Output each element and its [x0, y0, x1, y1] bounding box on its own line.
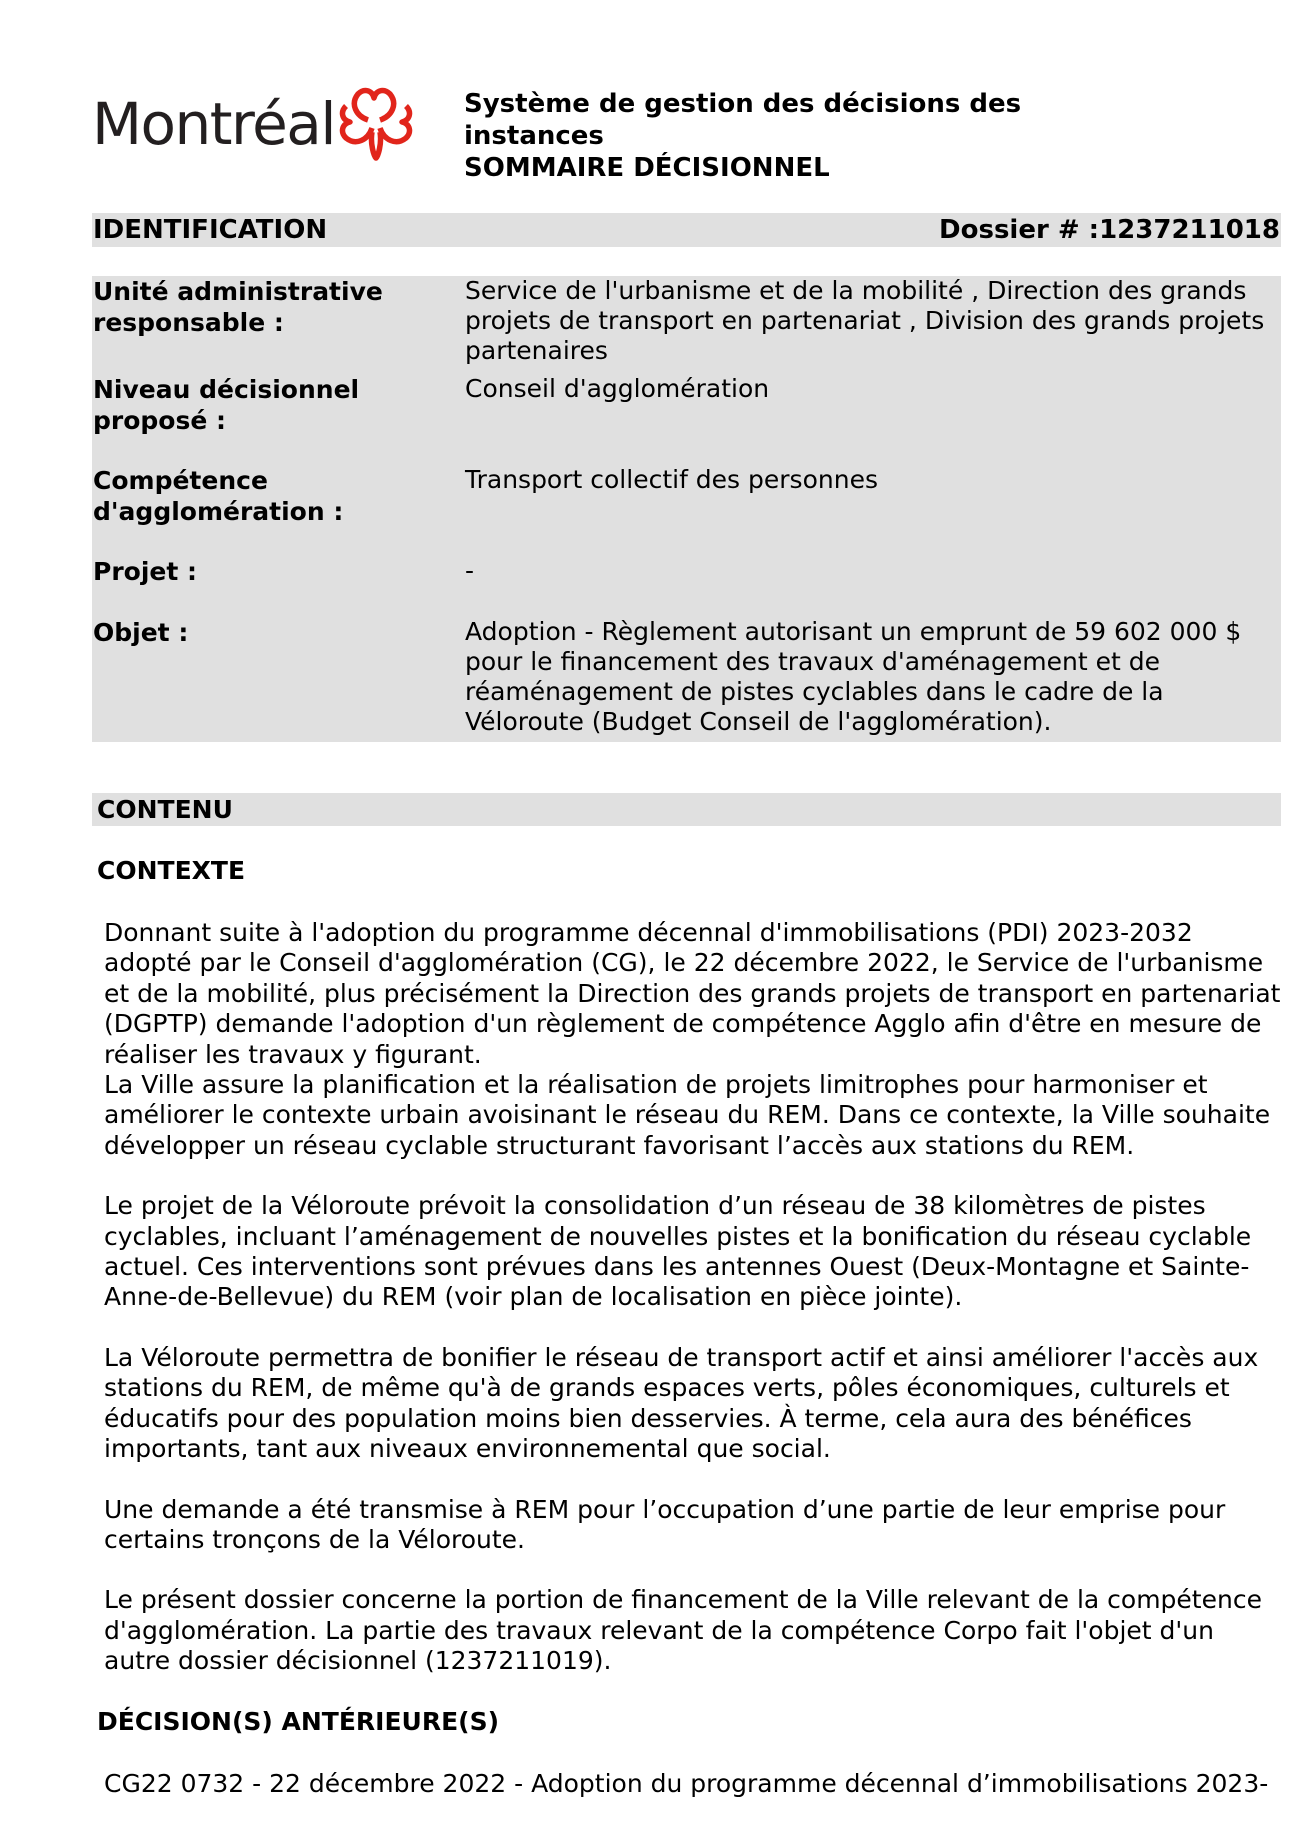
paragraph: CG22 0732 - 22 décembre 2022 - Adoption du programme décennal d’immobilisations 2023-: [104, 1769, 1269, 1798]
paragraph: La Ville assure la planification et la réalisation de projets limitrophes pour harmoniser et améliorer le contexte urbain avoisinant le réseau du REM. Dans ce contexte, la Ville souhaite développer un réseau cyclable structurant favorisant l’accès aux stations du REM.: [104, 1070, 1271, 1160]
system-title-line2: instances: [464, 121, 604, 151]
rosette-icon: [338, 86, 414, 162]
info-row-competence: [92, 465, 1281, 556]
paragraph: Donnant suite à l'adoption du programme décennal d'immobilisations (PDI) 2023-2032 adopté par le Conseil d'agglomération (CG), le 22 décembre 2022, le Service de l'urbanisme et de la mobilité, plus précisément la Direction des grands projets de transport en partenariat (DGPTP) demande l'adoption d'un règlement de compétence Agglo afin d'être en mesure de réaliser les travaux y figurant.: [104, 918, 1281, 1069]
info-value: Transport collectif des personnes: [465, 465, 878, 494]
info-value: -: [465, 556, 475, 585]
logo-wordmark: Montréal: [92, 90, 335, 158]
info-value: Service de l'urbanisme et de la mobilité , Direction des grands projets de transport en partenariat , Division des grands projets partenaires: [465, 276, 1265, 365]
paragraph: Une demande a été transmise à REM pour l’occupation d’une partie de leur emprise pour certains tronçons de la Véloroute.: [104, 1494, 1226, 1554]
info-key: Unité administrative responsable :: [93, 277, 383, 337]
paragraph: La Véloroute permettra de bonifier le réseau de transport actif et ainsi améliorer l'accès aux stations du REM, de même qu'à de grands espaces verts, pôles économiques, culturels et éducatifs pour des population moins bien desservies. À terme, cela aura des bénéfices importants, tant aux niveaux environnemental que social.: [104, 1342, 1259, 1464]
info-value: Adoption - Règlement autorisant un emprunt de 59 602 000 $ pour le financement des travaux d'aménagement et de réaménagement de pistes cyclables dans le cadre de la Véloroute (Budget Conseil de l'agglomération).: [465, 617, 1242, 736]
decisions-heading: DÉCISION(S) ANTÉRIEURE(S): [97, 1707, 500, 1736]
contexte-heading: CONTEXTE: [97, 856, 246, 885]
dossier-number: Dossier # :1237211018: [939, 215, 1280, 245]
paragraph: Le projet de la Véloroute prévoit la consolidation d’un réseau de 38 kilomètres de pistes cyclables, incluant l’aménagement de nouvelles pistes et la bonification du réseau cyclable actuel. Ces interventions sont prévues dans les antennes Ouest (Deux-Montagne et Sainte-Anne-de-Bellevue) du REM (voir plan de localisation en pièce jointe).: [104, 1191, 1252, 1312]
document-header-title: [464, 88, 1164, 184]
contenu-bar: [92, 793, 1281, 826]
decisions-body: [104, 1769, 1284, 1799]
summary-title: SOMMAIRE DÉCISIONNEL: [464, 153, 830, 183]
info-key: Objet :: [93, 618, 189, 647]
info-key: Compétence d'agglomération :: [93, 466, 344, 526]
info-value: Conseil d'agglomération: [465, 374, 770, 403]
system-title-line1: Système de gestion des décisions des: [464, 89, 1022, 119]
identification-table: [92, 276, 1281, 742]
info-key: Niveau décisionnel proposé :: [93, 375, 360, 435]
info-row-level: [92, 374, 1281, 465]
info-row-object: [92, 617, 1281, 742]
paragraph: Le présent dossier concerne la portion de financement de la Ville relevant de la compétence d'agglomération. La partie des travaux relevant de la compétence Corpo fait l'objet d'un autre dossier décisionnel (1237211019).: [104, 1585, 1262, 1676]
identification-heading: IDENTIFICATION: [93, 215, 328, 245]
montreal-logo: [92, 84, 422, 164]
contenu-heading: CONTENU: [97, 795, 233, 824]
info-row-project: [92, 556, 1281, 617]
contexte-body: [104, 918, 1284, 1677]
info-row-unit: [92, 276, 1281, 374]
info-key: Projet :: [93, 557, 198, 586]
